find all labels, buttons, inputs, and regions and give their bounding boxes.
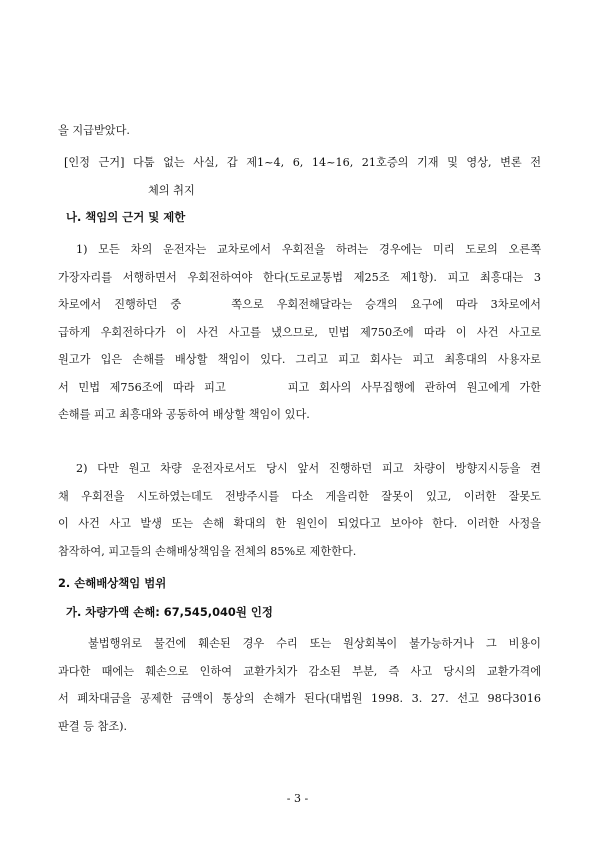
text-line: 참작하여, 피고들의 손해배상책임을 전체의 85%로 제한한다. [58,544,357,558]
text-line: 과다한 때에는 훼손으로 인하여 교환가치가 감소된 부분, 즉 사고 당시의 교환가격에 [58,664,541,678]
text-line [58,374,541,402]
text-line: 손해를 피고 최흥대와 공동하여 배상할 책임이 있다. [58,408,310,421]
section-heading-damages: 2. 손해배상책임 범위 [58,576,167,590]
text-line: 을 지급받았다. [58,124,130,137]
text-line: 1) 모든 차의 운전자는 교차로에서 우회전을 하려는 경우에는 미리 도로의 오른쪽 [76,243,541,256]
text-line: 체의 취지 [148,183,195,197]
text-line: 불법행위로 물건에 훼손된 경우 수리 또는 원상회복이 불가능하거나 그 비용이 [88,637,541,650]
paragraph-basis [58,149,541,204]
text-line: 이 사건 사고 발생 또는 손해 확대의 한 원인이 되었다고 보아야 한다. 이러한 사정을 [58,517,541,530]
text-line: 채 우회전을 시도하였는데도 전방주시를 다소 게을리한 잘못이 있고, 이러한 잘못도 [58,489,541,503]
subsection-heading-vehicle-value: 가. 차량가액 손해: 67,545,040원 인정 [66,605,273,619]
paragraph-liability-2 [58,455,541,565]
text-line: [인정 근거] 다툼 없는 사실, 갑 제1~4, 6, 14~16, 21호증의 기재 및 영상, 변론 전 [64,156,541,169]
section-heading-liability: 나. 책임의 근거 및 제한 [66,210,186,224]
text-line: 급하게 우회전하다가 이 사건 사고를 냈으므로, 민법 제750조에 따라 이 사건 사고로 [58,325,541,339]
page-number: - 3 - [286,792,309,805]
text-segment: 서 민법 제756조에 따라 피고 [58,380,226,394]
text-line: 판결 등 참조). [58,719,128,733]
paragraph-liability-1 [58,236,541,429]
paragraph-vehicle-value [58,630,541,740]
text-segment: 피고 회사의 사무집행에 관하여 원고에게 가한 [287,380,541,394]
text-line: 서 폐차대금을 공제한 금액이 통상의 손해가 된다(대법원 1998. 3. 27. 선고 98다3016 [58,692,541,705]
text-line [58,291,541,319]
text-line: 2) 다만 원고 차량 운전자로서도 당시 앞서 진행하던 피고 차량이 방향지시등을 켠 [76,462,541,475]
text-segment: 쪽으로 우회전해달라는 승객의 요구에 따라 3차로에서 [231,298,541,311]
paragraph-payment [58,117,541,145]
text-line: 가장자리를 서행하면서 우회전하여야 한다(도로교통법 제25조 제1항). 피고 최흥대는 3 [58,270,541,284]
text-segment: 차로에서 진행하던 중 [58,298,182,311]
text-line: 원고가 입은 손해를 배상할 책임이 있다. 그리고 피고 회사는 피고 최흥대의 사용자로 [58,353,541,366]
